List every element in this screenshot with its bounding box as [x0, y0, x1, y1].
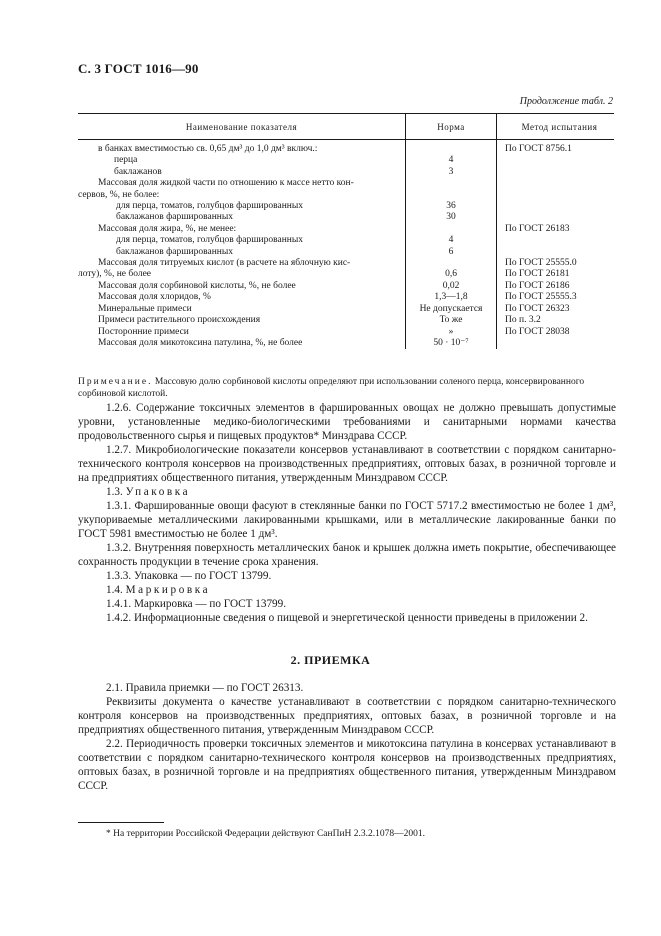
heading-1-3: 1.3. Упаковка	[106, 486, 191, 498]
heading-packaging: Упаковка	[125, 486, 191, 498]
table-row	[78, 178, 614, 189]
indicator-name-cell: перца	[114, 155, 138, 166]
table-row	[78, 140, 614, 156]
table-row	[78, 247, 614, 258]
indicator-name-cell: сервов, %, не более:	[78, 189, 160, 200]
indicator-name-cell: Массовая доля хлоридов, %	[98, 292, 211, 303]
heading-marking: Маркировка	[125, 584, 211, 596]
paragraph-1-2-7: 1.2.7. Микробиологические показатели консервов устанавливают в соответствии с порядком санитарно-технического контроля консервов на производственных предприятиях, оптовых базах, в розничной торговле и на предприятиях общественного питания, утвержденным Минздравом СССР.	[78, 444, 616, 484]
norm-cell: 4	[406, 235, 497, 246]
norm-cell: 6	[406, 247, 497, 258]
paragraph-1-4-1: 1.4.1. Маркировка — по ГОСТ 13799.	[106, 598, 287, 610]
method-cell: По ГОСТ 26183	[505, 223, 570, 234]
table-row	[78, 338, 614, 349]
norm-cell	[406, 224, 497, 235]
norm-cell	[406, 140, 497, 156]
indicator-name-cell: Массовая доля жидкой части по отношению к массе нетто кон-	[98, 178, 354, 189]
indicator-name-cell: Массовая доля титруемых кислот (в расчете на яблочную кис-	[98, 258, 351, 269]
column-header-indicator: Наименование показателя	[78, 114, 406, 140]
note-label: Примечание.	[78, 377, 153, 387]
method-cell	[497, 212, 615, 223]
method-cell: По ГОСТ 26323	[505, 303, 570, 314]
indicator-name-cell: для перца, томатов, голубцов фаршированных	[116, 201, 304, 212]
method-cell	[497, 338, 615, 349]
table-row	[78, 327, 614, 338]
method-cell	[497, 201, 615, 212]
table-note	[78, 376, 614, 400]
paragraph-1-4-2: 1.4.2. Информационные сведения о пищевой и энергетической ценности приведены в приложении 2.	[106, 612, 588, 624]
indicator-name-cell: лоту), %, не более	[78, 269, 152, 280]
method-cell	[497, 190, 615, 201]
method-cell: По ГОСТ 25555.0	[505, 258, 577, 269]
footnote-divider	[78, 822, 164, 823]
table-row	[78, 235, 614, 246]
method-cell: По ГОСТ 25555.3	[505, 292, 577, 303]
paragraph-1-3-2: 1.3.2. Внутренняя поверхность металлических банок и крышек должна иметь покрытие, обеспечивающее сохранность продукции в течение срока хранения.	[78, 542, 616, 568]
table-row	[78, 201, 614, 212]
method-cell: По ГОСТ 26186	[505, 280, 570, 291]
table-row	[78, 224, 614, 235]
norm-cell	[406, 190, 497, 201]
norm-cell	[406, 258, 497, 269]
footnote: * На территории Российской Федерации действуют СанПиН 2.3.2.1078—2001.	[106, 829, 426, 839]
note-text: Массовую долю сорбиновой кислоты определяют при использовании соленого перца, консервированного сорбиновой кислотой.	[78, 377, 585, 399]
table-row	[78, 155, 614, 166]
table-row	[78, 258, 614, 269]
indicator-name-cell: Минеральные примеси	[98, 303, 192, 314]
table-row	[78, 281, 614, 292]
indicator-name-cell: Массовая доля микотоксина патулина, %, не более	[98, 337, 303, 348]
table-row	[78, 167, 614, 178]
norm-cell: 36	[406, 201, 497, 212]
table-row	[78, 212, 614, 223]
method-cell: По ГОСТ 26181	[505, 269, 570, 280]
heading-1-4: 1.4. Маркировка	[106, 584, 211, 596]
indicator-name-cell: Массовая доля жира, %, не менее:	[98, 223, 237, 234]
method-cell	[497, 155, 615, 166]
norm-cell: 30	[406, 212, 497, 223]
method-cell	[497, 235, 615, 246]
method-cell	[497, 178, 615, 189]
table-row	[78, 190, 614, 201]
paragraph-1-3-3: 1.3.3. Упаковка — по ГОСТ 13799.	[106, 570, 272, 582]
norm-cell: »	[406, 327, 497, 338]
norm-cell	[406, 178, 497, 189]
table-header-row	[78, 114, 614, 140]
paragraph-2-2: 2.2. Периодичность проверки токсичных элементов и микотоксина патулина в консервах устанавливают в соответствии с порядком санитарно-технического контроля консервов на производственных предприятиях, оптовых базах, в розничной торговле и на предприятиях общественного питания, утвержденным Минздравом СССР.	[78, 738, 616, 792]
indicator-name-cell: в банках вместимостью св. 0,65 дм³ до 1,0 дм³ включ.:	[98, 144, 318, 154]
norm-cell: 4	[406, 155, 497, 166]
indicators-table	[78, 113, 614, 349]
indicator-name-cell: баклажанов фаршированных	[116, 212, 233, 223]
page-header: С. 3 ГОСТ 1016—90	[78, 61, 199, 76]
table-row	[78, 315, 614, 326]
paragraph-1-2-6: 1.2.6. Содержание токсичных элементов в фаршированных овощах не должно превышать допустимые уровни, установленные медико-биологическими требованиями и санитарными нормами качества продовольственного сырья и пищевых продуктов* Минздрава СССР.	[78, 402, 616, 442]
norm-cell: 0,6	[406, 269, 497, 280]
method-cell	[497, 247, 615, 258]
indicator-name-cell: Посторонние примеси	[98, 326, 189, 337]
column-header-norm: Норма	[406, 114, 497, 140]
method-cell: По ГОСТ 8756.1	[505, 144, 572, 154]
method-cell: По ГОСТ 28038	[505, 326, 570, 337]
norm-cell: 50 · 10⁻⁷	[406, 338, 497, 349]
norm-cell: Не допускается	[406, 304, 497, 315]
table-row	[78, 304, 614, 315]
indicator-name-cell: Массовая доля сорбиновой кислоты, %, не более	[98, 280, 296, 291]
column-header-method: Метод испытания	[497, 114, 615, 140]
table-continuation-label: Продолжение табл. 2	[519, 96, 613, 107]
indicator-name-cell: для перца, томатов, голубцов фаршированных	[116, 235, 304, 246]
norm-cell: 3	[406, 167, 497, 178]
table-body	[78, 140, 614, 350]
paragraph-2-1-requisites: Реквизиты документа о качестве устанавливают в соответствии с порядком санитарно-технического контроля консервов на производственных предприятиях, оптовых базах, в розничной торговле и на предприятиях общественного питания, утвержденным Минздравом СССР.	[78, 696, 616, 736]
section-2-title: 2. ПРИЕМКА	[290, 653, 371, 667]
method-cell	[497, 167, 615, 178]
paragraph-2-1: 2.1. Правила приемки — по ГОСТ 26313.	[106, 682, 304, 694]
paragraph-1-3-1: 1.3.1. Фаршированные овощи фасуют в стеклянные банки по ГОСТ 5717.2 вместимостью не более 1 дм³, укупориваемые металлическими лакированными крышками, или в металлические лакированные банки по ГОСТ 5981 вместимостью не более 1 дм³.	[78, 500, 616, 540]
section2-text	[78, 681, 616, 793]
norm-cell: 1,3—1,8	[406, 292, 497, 303]
indicator-name-cell: баклажанов фаршированных	[116, 246, 233, 257]
norm-cell: То же	[406, 315, 497, 326]
indicator-name-cell: баклажанов	[114, 166, 162, 177]
norm-cell: 0,02	[406, 281, 497, 292]
method-cell: По п. 3.2	[505, 315, 541, 326]
table-row	[78, 292, 614, 303]
indicator-name-cell: Примеси растительного происхождения	[98, 315, 261, 326]
section1-text	[78, 401, 616, 625]
table-row	[78, 269, 614, 280]
